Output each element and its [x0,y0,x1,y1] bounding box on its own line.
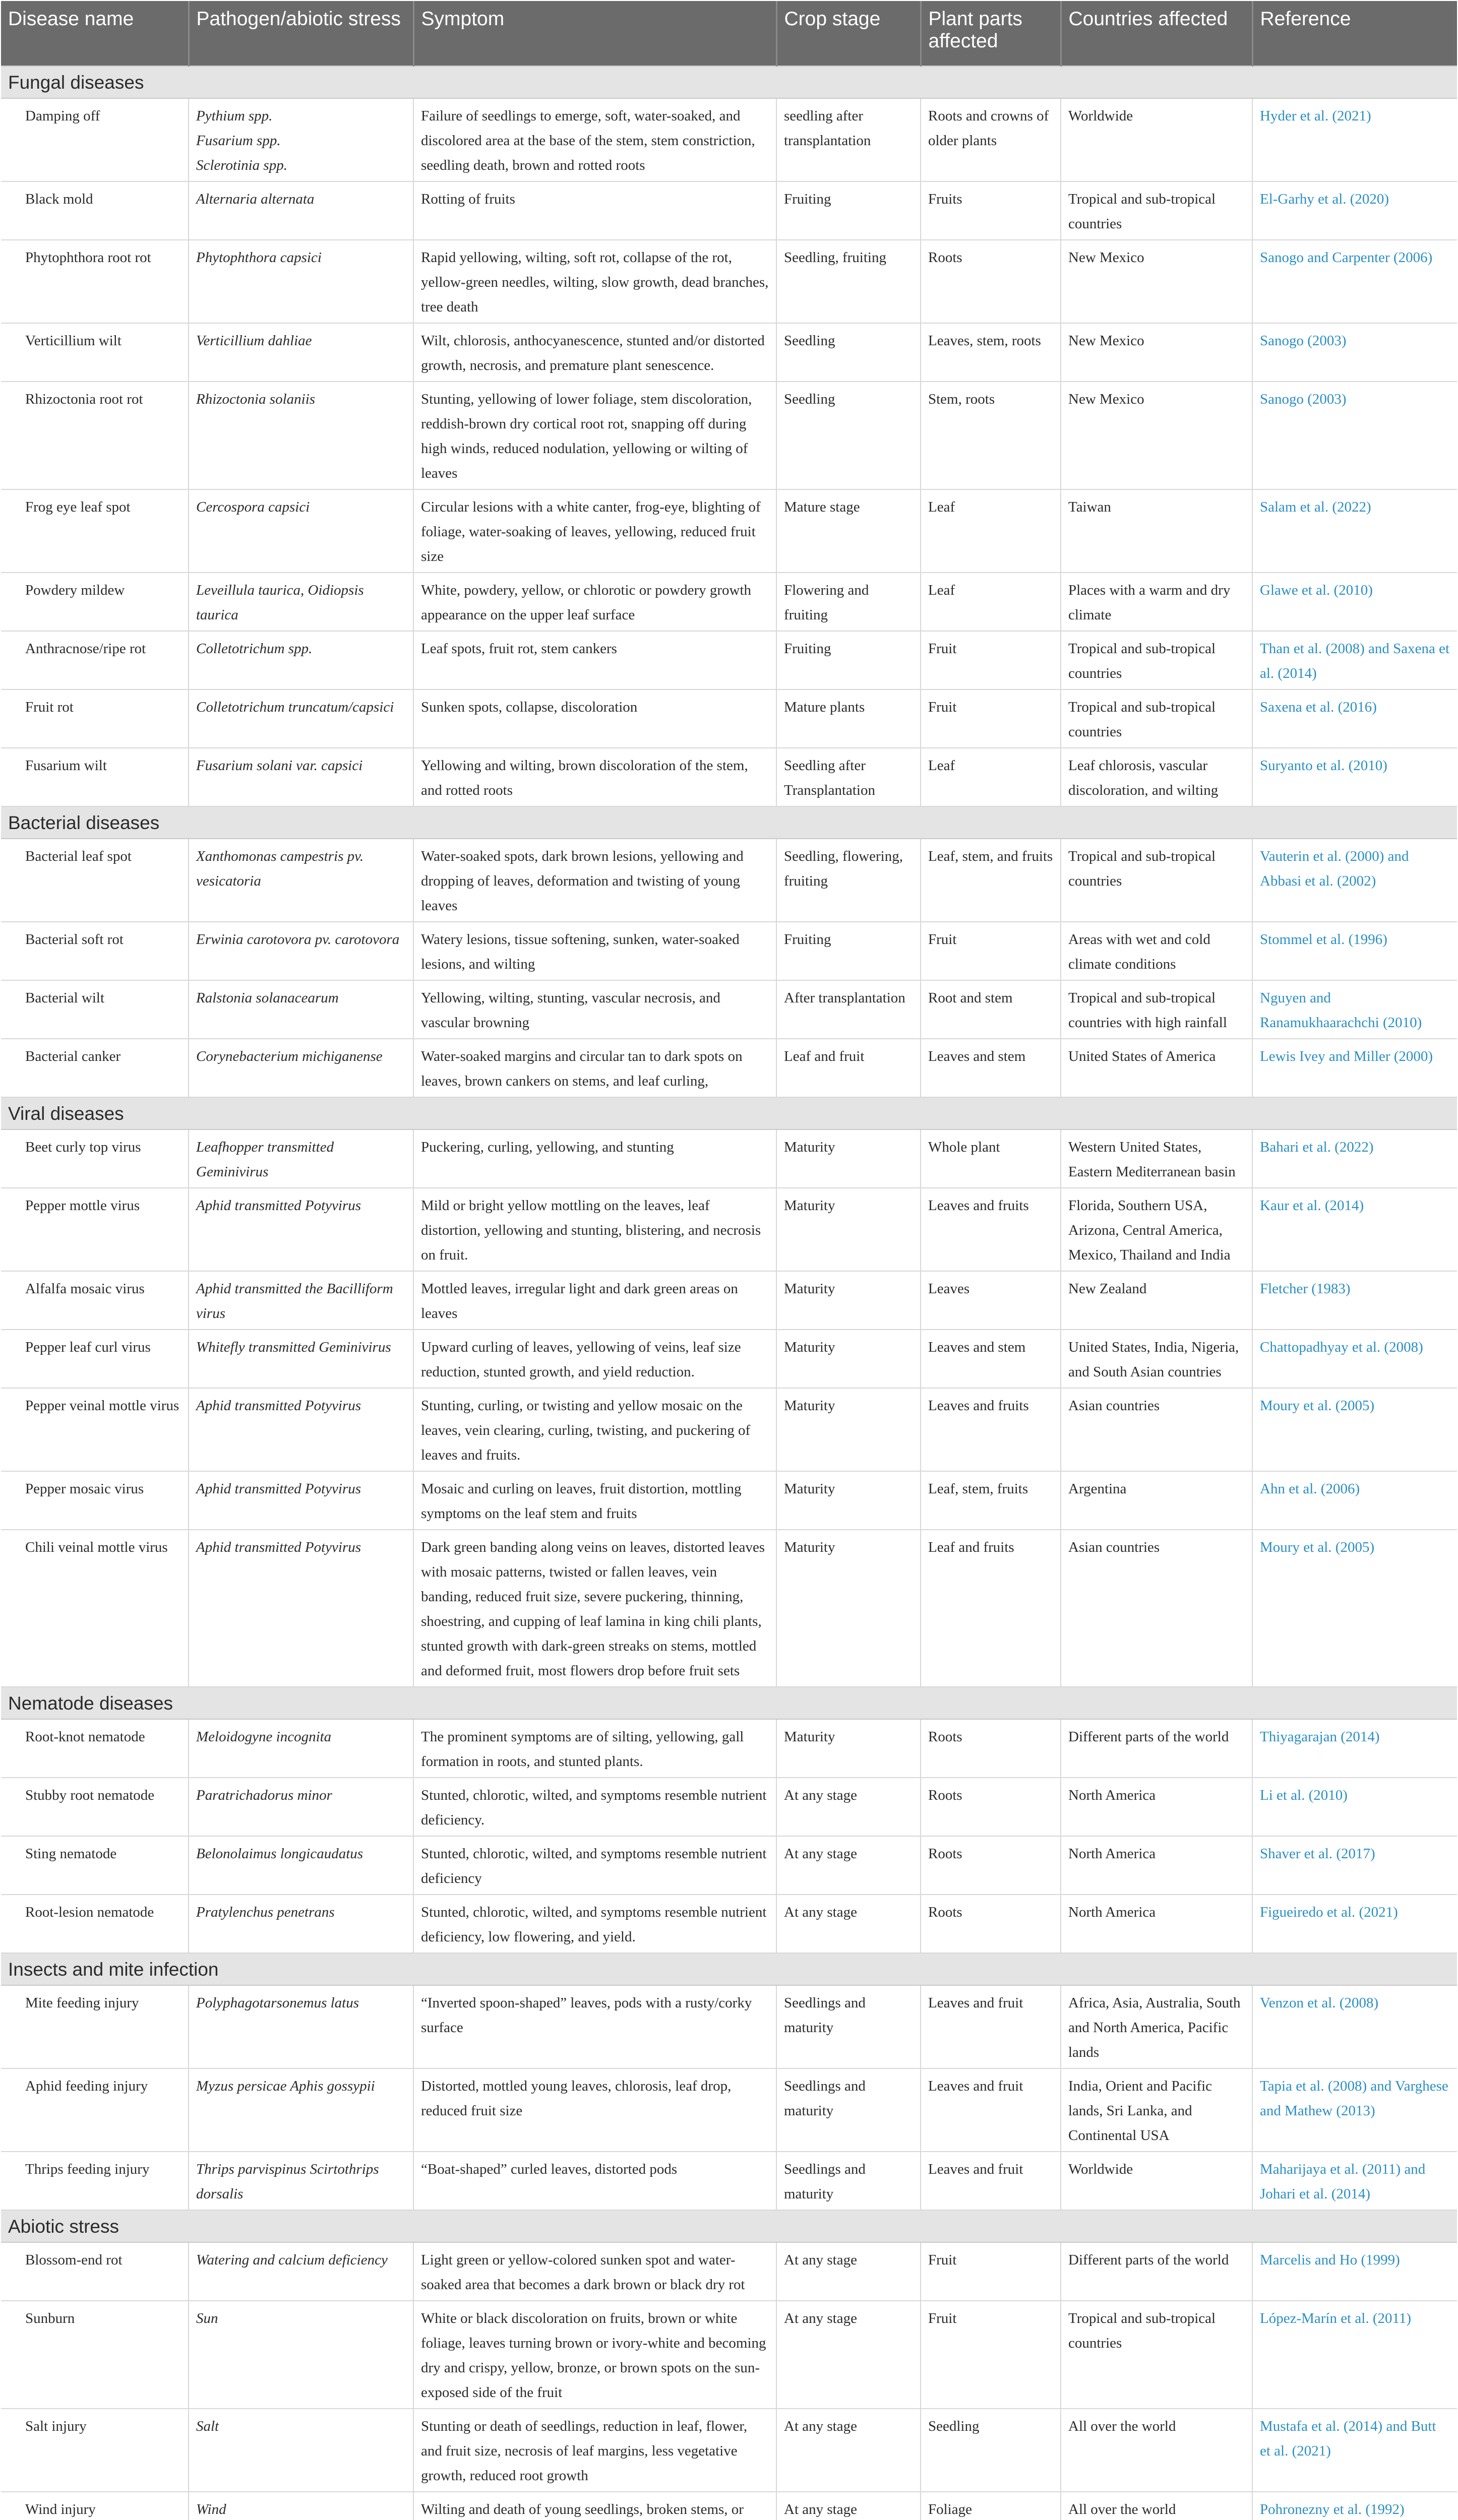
pathogen-cell: Aphid transmitted Potyvirus [189,1471,413,1530]
symptom-cell: Rotting of fruits [413,181,776,240]
pathogen-cell: Alternaria alternata [189,181,413,240]
disease-name-cell: Black mold [1,181,189,240]
table-row [1,631,1457,689]
column-header: Countries affected [1061,1,1252,66]
table-row [1,1895,1457,1953]
crop-stage-cell: Fruiting [776,631,921,689]
reference-link[interactable]: Suryanto et al. (2010) [1252,748,1457,806]
reference-link[interactable]: Marcelis and Ho (1999) [1252,2242,1457,2301]
reference-link[interactable]: Sanogo and Carpenter (2006) [1252,240,1457,323]
crop-stage-cell: Seedlings and maturity [776,2152,921,2210]
table-row [1,1188,1457,1271]
symptom-cell: Stunting or death of seedlings, reduction in leaf, flower, and fruit size, necrosis of leaf margins, less vegetative growth, reduced root growth [413,2409,776,2492]
countries-cell: New Mexico [1061,240,1252,323]
symptom-cell: Yellowing, wilting, stunting, vascular necrosis, and vascular browning [413,980,776,1039]
countries-cell: Tropical and sub-tropical countries [1061,839,1252,922]
crop-stage-cell: Seedlings and maturity [776,2068,921,2152]
disease-name-cell: Sting nematode [1,1836,189,1895]
table-row [1,1836,1457,1895]
pathogen-cell: Pratylenchus penetrans [189,1895,413,1953]
crop-stage-cell: At any stage [776,2301,921,2409]
crop-stage-cell: Fruiting [776,181,921,240]
reference-link[interactable]: Thiyagarajan (2014) [1252,1719,1457,1778]
table-row [1,323,1457,382]
plant-parts-cell: Fruit [921,2242,1061,2301]
countries-cell: Areas with wet and cold climate conditions [1061,922,1252,980]
column-header: Crop stage [776,1,921,66]
symptom-cell: Puckering, curling, yellowing, and stunting [413,1129,776,1188]
table-row [1,689,1457,748]
symptom-cell: White, powdery, yellow, or chlorotic or powdery growth appearance on the upper leaf surface [413,573,776,631]
table-row [1,1388,1457,1471]
table-row [1,1719,1457,1778]
countries-cell: Tropical and sub-tropical countries with high rainfall [1061,980,1252,1039]
table-row [1,1985,1457,2068]
table-row [1,2409,1457,2492]
reference-link[interactable]: Venzon et al. (2008) [1252,1985,1457,2068]
table-row [1,573,1457,631]
pathogen-cell: Watering and calcium deficiency [189,2242,413,2301]
symptom-cell: White or black discoloration on fruits, brown or white foliage, leaves turning brown or ivory-white and becoming dry and crispy, yellow, bronze, or brown spots on the sun-exposed side of the fruit [413,2301,776,2409]
disease-name-cell: Pepper leaf curl virus [1,1330,189,1388]
reference-link[interactable]: El-Garhy et al. (2020) [1252,181,1457,240]
reference-link[interactable]: Sanogo (2003) [1252,323,1457,382]
section-title: Viral diseases [1,1097,1457,1129]
plant-parts-cell: Leaves and stem [921,1039,1061,1097]
table-row [1,2242,1457,2301]
plant-parts-cell: Leaf [921,573,1061,631]
section-title: Insects and mite infection [1,1953,1457,1985]
pathogen-cell: Aphid transmitted Potyvirus [189,1188,413,1271]
symptom-cell: Watery lesions, tissue softening, sunken, water-soaked lesions, and wilting [413,922,776,980]
table-row [1,240,1457,323]
plant-parts-cell: Leaves and fruits [921,1188,1061,1271]
symptom-cell: Dark green banding along veins on leaves, distorted leaves with mosaic patterns, twisted or fallen leaves, vein banding, reduced fruit size, severe puckering, thinning, shoestring, and cupping of leaf lamina in king chili plants, stunted growth with dark-green streaks on stems, mottled and deformed fruit, most flowers drop before fruit sets [413,1530,776,1687]
disease-name-cell: Blossom-end rot [1,2242,189,2301]
reference-link[interactable]: Bahari et al. (2022) [1252,1129,1457,1188]
plant-parts-cell: Roots [921,1719,1061,1778]
crop-stage-cell: Seedling after Transplantation [776,748,921,806]
table-row [1,1129,1457,1188]
disease-name-cell: Bacterial soft rot [1,922,189,980]
table-row [1,1530,1457,1687]
crop-stage-cell: Seedling [776,382,921,489]
plant-parts-cell: Leaf, stem, and fruits [921,839,1061,922]
section-header-row [1,806,1457,839]
disease-table [1,1,1457,2520]
table-row [1,98,1457,181]
symptom-cell: Stunting, curling, or twisting and yellow mosaic on the leaves, vein clearing, curling, twisting, and puckering of leaves and fruits. [413,1388,776,1471]
reference-link[interactable]: Stommel et al. (1996) [1252,922,1457,980]
column-header: Symptom [413,1,776,66]
plant-parts-cell: Whole plant [921,1129,1061,1188]
symptom-cell: Stunted, chlorotic, wilted, and symptoms resemble nutrient deficiency, low flowering, and yield. [413,1895,776,1953]
reference-link[interactable]: Figueiredo et al. (2021) [1252,1895,1457,1953]
crop-stage-cell: Maturity [776,1129,921,1188]
countries-cell: Worldwide [1061,2152,1252,2210]
disease-name-cell: Fusarium wilt [1,748,189,806]
countries-cell: New Zealand [1061,1271,1252,1330]
symptom-cell: Wilt, chlorosis, anthocyanescence, stunted and/or distorted growth, necrosis, and premature plant senescence. [413,323,776,382]
table-row [1,2492,1457,2520]
pathogen-cell: Xanthomonas campestris pv. vesicatoria [189,839,413,922]
reference-link[interactable]: Shaver et al. (2017) [1252,1836,1457,1895]
crop-stage-cell: At any stage [776,1836,921,1895]
symptom-cell: Mosaic and curling on leaves, fruit distortion, mottling symptoms on the leaf stem and fruits [413,1471,776,1530]
plant-parts-cell: Roots [921,240,1061,323]
plant-parts-cell: Roots [921,1895,1061,1953]
plant-parts-cell: Leaves and stem [921,1330,1061,1388]
symptom-cell: Upward curling of leaves, yellowing of veins, leaf size reduction, stunted growth, and yield reduction. [413,1330,776,1388]
symptom-cell: Mottled leaves, irregular light and dark green areas on leaves [413,1271,776,1330]
symptom-cell: Stunted, chlorotic, wilted, and symptoms resemble nutrient deficiency. [413,1778,776,1836]
pathogen-cell: Verticillium dahliae [189,323,413,382]
plant-parts-cell: Fruit [921,631,1061,689]
table-row [1,382,1457,489]
countries-cell: Asian countries [1061,1388,1252,1471]
pathogen-cell: Aphid transmitted Potyvirus [189,1388,413,1471]
table-row [1,1778,1457,1836]
disease-name-cell: Beet curly top virus [1,1129,189,1188]
countries-cell: Taiwan [1061,489,1252,573]
crop-stage-cell: Seedling, fruiting [776,240,921,323]
crop-stage-cell: At any stage [776,2492,921,2520]
disease-name-cell: Alfalfa mosaic virus [1,1271,189,1330]
crop-stage-cell: Mature plants [776,689,921,748]
plant-parts-cell: Fruit [921,689,1061,748]
disease-name-cell: Phytophthora root rot [1,240,189,323]
plant-parts-cell: Fruits [921,181,1061,240]
table-row [1,839,1457,922]
countries-cell: Worldwide [1061,98,1252,181]
header-row [1,1,1457,66]
symptom-cell: Leaf spots, fruit rot, stem cankers [413,631,776,689]
column-header: Reference [1252,1,1457,66]
countries-cell: All over the world [1061,2492,1252,2520]
section-header-row [1,2210,1457,2242]
crop-stage-cell: At any stage [776,2409,921,2492]
reference-link[interactable]: Glawe et al. (2010) [1252,573,1457,631]
crop-stage-cell: Maturity [776,1388,921,1471]
reference-link[interactable]: Sanogo (2003) [1252,382,1457,489]
symptom-cell: “Inverted spoon-shaped” leaves, pods with a rusty/corky surface [413,1985,776,2068]
symptom-cell: Stunting, yellowing of lower foliage, stem discoloration, reddish-brown dry cortical root rot, snapping off during high winds, reduced nodulation, yellowing or wilting of leaves [413,382,776,489]
plant-parts-cell: Roots and crowns of older plants [921,98,1061,181]
disease-name-cell: Wind injury [1,2492,189,2520]
symptom-cell: Rapid yellowing, wilting, soft rot, collapse of the rot, yellow-green needles, wilting, slow growth, dead branches, tree death [413,240,776,323]
plant-parts-cell: Foliage [921,2492,1061,2520]
disease-name-cell: Salt injury [1,2409,189,2492]
pathogen-cell: Leafhopper transmitted Geminivirus [189,1129,413,1188]
reference-link[interactable]: Salam et al. (2022) [1252,489,1457,573]
disease-name-cell: Damping off [1,98,189,181]
plant-parts-cell: Leaves and fruits [921,1388,1061,1471]
countries-cell: New Mexico [1061,382,1252,489]
pathogen-cell: Aphid transmitted the Bacilliform virus [189,1271,413,1330]
column-header: Plant parts affected [921,1,1061,66]
pathogen-cell: Salt [189,2409,413,2492]
reference-link[interactable]: Moury et al. (2005) [1252,1388,1457,1471]
column-header: Disease name [1,1,189,66]
symptom-cell: Sunken spots, collapse, discoloration [413,689,776,748]
section-title: Nematode diseases [1,1687,1457,1719]
disease-name-cell: Aphid feeding injury [1,2068,189,2152]
pathogen-cell: Leveillula taurica, Oidiopsis taurica [189,573,413,631]
disease-name-cell: Pepper mottle virus [1,1188,189,1271]
countries-cell: Tropical and sub-tropical countries [1061,181,1252,240]
reference-link[interactable]: Tapia et al. (2008) and Varghese and Mathew (2013) [1252,2068,1457,2152]
pathogen-cell: Paratrichadorus minor [189,1778,413,1836]
table-row [1,2152,1457,2210]
symptom-cell: Water-soaked margins and circular tan to dark spots on leaves, brown cankers on stems, and leaf curling, [413,1039,776,1097]
table-row [1,1271,1457,1330]
plant-parts-cell: Leaf and fruits [921,1530,1061,1687]
countries-cell: Tropical and sub-tropical countries [1061,2301,1252,2409]
countries-cell: Different parts of the world [1061,1719,1252,1778]
table-row [1,489,1457,573]
table-row [1,748,1457,806]
disease-name-cell: Pepper mosaic virus [1,1471,189,1530]
disease-name-cell: Verticillium wilt [1,323,189,382]
symptom-cell: Stunted, chlorotic, wilted, and symptoms resemble nutrient deficiency [413,1836,776,1895]
table-row [1,2301,1457,2409]
symptom-cell: Water-soaked spots, dark brown lesions, yellowing and dropping of leaves, deformation and twisting of young leaves [413,839,776,922]
crop-stage-cell: Maturity [776,1719,921,1778]
reference-link[interactable]: Lewis Ivey and Miller (2000) [1252,1039,1457,1097]
countries-cell: Asian countries [1061,1530,1252,1687]
pathogen-cell: Phytophthora capsici [189,240,413,323]
symptom-cell: Wilting and death of young seedlings, broken stems, or [413,2492,776,2520]
reference-link[interactable]: Fletcher (1983) [1252,1271,1457,1330]
reference-link[interactable]: Vauterin et al. (2000) and Abbasi et al. (2002) [1252,839,1457,922]
disease-name-cell: Fruit rot [1,689,189,748]
countries-cell: India, Orient and Pacific lands, Sri Lanka, and Continental USA [1061,2068,1252,2152]
pathogen-cell: Thrips parvispinus Scirtothrips dorsalis [189,2152,413,2210]
plant-parts-cell: Leaf [921,489,1061,573]
reference-link[interactable]: Ahn et al. (2006) [1252,1471,1457,1530]
disease-name-cell: Bacterial canker [1,1039,189,1097]
countries-cell: North America [1061,1895,1252,1953]
reference-link[interactable]: Mustafa et al. (2014) and Butt et al. (2021) [1252,2409,1457,2492]
crop-stage-cell: At any stage [776,1778,921,1836]
disease-name-cell: Chili veinal mottle virus [1,1530,189,1687]
section-title: Fungal diseases [1,66,1457,98]
countries-cell: All over the world [1061,2409,1252,2492]
table-row [1,1330,1457,1388]
section-title: Abiotic stress [1,2210,1457,2242]
disease-name-cell: Bacterial leaf spot [1,839,189,922]
countries-cell: Places with a warm and dry climate [1061,573,1252,631]
pathogen-cell: Ralstonia solanacearum [189,980,413,1039]
disease-name-cell: Mite feeding injury [1,1985,189,2068]
crop-stage-cell: Seedling, flowering, fruiting [776,839,921,922]
reference-link[interactable]: Li et al. (2010) [1252,1778,1457,1836]
plant-parts-cell: Roots [921,1778,1061,1836]
disease-name-cell: Rhizoctonia root rot [1,382,189,489]
table-row [1,922,1457,980]
pathogen-cell: Aphid transmitted Potyvirus [189,1530,413,1687]
table-row [1,2068,1457,2152]
reference-link[interactable]: Than et al. (2008) and Saxena et al. (2014) [1252,631,1457,689]
countries-cell: Argentina [1061,1471,1252,1530]
disease-name-cell: Sunburn [1,2301,189,2409]
pathogen-cell: Polyphagotarsonemus latus [189,1985,413,2068]
disease-name-cell: Thrips feeding injury [1,2152,189,2210]
section-title: Bacterial diseases [1,806,1457,839]
disease-name-cell: Bacterial wilt [1,980,189,1039]
plant-parts-cell: Leaf, stem, fruits [921,1471,1061,1530]
crop-stage-cell: Seedlings and maturity [776,1985,921,2068]
symptom-cell: Yellowing and wilting, brown discoloration of the stem, and rotted roots [413,748,776,806]
section-header-row [1,1687,1457,1719]
table-row [1,181,1457,240]
reference-link[interactable]: Saxena et al. (2016) [1252,689,1457,748]
plant-parts-cell: Leaves [921,1271,1061,1330]
plant-parts-cell: Fruit [921,2301,1061,2409]
crop-stage-cell: At any stage [776,1895,921,1953]
symptom-cell: Distorted, mottled young leaves, chlorosis, leaf drop, reduced fruit size [413,2068,776,2152]
plant-parts-cell: Fruit [921,922,1061,980]
reference-link[interactable]: Maharijaya et al. (2011) and Johari et al. (2014) [1252,2152,1457,2210]
countries-cell: Africa, Asia, Australia, South and North America, Pacific lands [1061,1985,1252,2068]
plant-parts-cell: Leaf [921,748,1061,806]
disease-name-cell: Anthracnose/ripe rot [1,631,189,689]
plant-parts-cell: Stem, roots [921,382,1061,489]
disease-name-cell: Powdery mildew [1,573,189,631]
disease-name-cell: Root-knot nematode [1,1719,189,1778]
table-row [1,1039,1457,1097]
disease-name-cell: Stubby root nematode [1,1778,189,1836]
disease-name-cell: Frog eye leaf spot [1,489,189,573]
section-header-row [1,1097,1457,1129]
pathogen-cell: Pythium spp. Fusarium spp. Sclerotinia spp. [189,98,413,181]
crop-stage-cell: Maturity [776,1188,921,1271]
countries-cell: Leaf chlorosis, vascular discoloration, and wilting [1061,748,1252,806]
symptom-cell: Circular lesions with a white canter, frog-eye, blighting of foliage, water-soaking of leaves, yellowing, reduced fruit size [413,489,776,573]
countries-cell: United States, India, Nigeria, and South Asian countries [1061,1330,1252,1388]
table-row [1,1471,1457,1530]
crop-stage-cell: seedling after transplantation [776,98,921,181]
reference-link[interactable]: Nguyen and Ranamukhaarachchi (2010) [1252,980,1457,1039]
pathogen-cell: Myzus persicae Aphis gossypii [189,2068,413,2152]
crop-stage-cell: Leaf and fruit [776,1039,921,1097]
pathogen-cell: Erwinia carotovora pv. carotovora [189,922,413,980]
reference-link[interactable]: Kaur et al. (2014) [1252,1188,1457,1271]
symptom-cell: “Boat-shaped” curled leaves, distorted pods [413,2152,776,2210]
crop-stage-cell: Seedling [776,323,921,382]
pathogen-cell: Cercospora capsici [189,489,413,573]
countries-cell: Western United States, Eastern Mediterranean basin [1061,1129,1252,1188]
crop-stage-cell: Flowering and fruiting [776,573,921,631]
table-row [1,980,1457,1039]
column-header: Pathogen/abiotic stress [189,1,413,66]
reference-link[interactable]: Pohronezny et al. (1992) [1252,2492,1457,2520]
plant-parts-cell: Leaves and fruit [921,2068,1061,2152]
crop-stage-cell: Maturity [776,1471,921,1530]
pathogen-cell: Colletotrichum spp. [189,631,413,689]
plant-parts-cell: Leaves and fruit [921,2152,1061,2210]
countries-cell: North America [1061,1778,1252,1836]
plant-parts-cell: Roots [921,1836,1061,1895]
symptom-cell: The prominent symptoms are of silting, yellowing, gall formation in roots, and stunted plants. [413,1719,776,1778]
pathogen-cell: Sun [189,2301,413,2409]
symptom-cell: Mild or bright yellow mottling on the leaves, leaf distortion, yellowing and stunting, blistering, and necrosis on fruit. [413,1188,776,1271]
countries-cell: Tropical and sub-tropical countries [1061,689,1252,748]
symptom-cell: Light green or yellow-colored sunken spot and water-soaked area that becomes a dark brown or black dry rot [413,2242,776,2301]
reference-link[interactable]: Hyder et al. (2021) [1252,98,1457,181]
countries-cell: North America [1061,1836,1252,1895]
countries-cell: Florida, Southern USA, Arizona, Central America, Mexico, Thailand and India [1061,1188,1252,1271]
crop-stage-cell: Maturity [776,1330,921,1388]
reference-link[interactable]: Moury et al. (2005) [1252,1530,1457,1687]
disease-name-cell: Root-lesion nematode [1,1895,189,1953]
countries-cell: New Mexico [1061,323,1252,382]
reference-link[interactable]: López-Marín et al. (2011) [1252,2301,1457,2409]
crop-stage-cell: After transplantation [776,980,921,1039]
section-header-row [1,1953,1457,1985]
crop-stage-cell: Fruiting [776,922,921,980]
plant-parts-cell: Seedling [921,2409,1061,2492]
section-header-row [1,66,1457,98]
countries-cell: Different parts of the world [1061,2242,1252,2301]
pathogen-cell: Rhizoctonia solaniis [189,382,413,489]
pathogen-cell: Whitefly transmitted Geminivirus [189,1330,413,1388]
pathogen-cell: Belonolaimus longicaudatus [189,1836,413,1895]
crop-stage-cell: At any stage [776,2242,921,2301]
crop-stage-cell: Maturity [776,1271,921,1330]
pathogen-cell: Colletotrichum truncatum/capsici [189,689,413,748]
pathogen-cell: Corynebacterium michiganense [189,1039,413,1097]
plant-parts-cell: Root and stem [921,980,1061,1039]
symptom-cell: Failure of seedlings to emerge, soft, water-soaked, and discolored area at the base of the stem, stem constriction, seedling death, brown and rotted roots [413,98,776,181]
countries-cell: Tropical and sub-tropical countries [1061,631,1252,689]
plant-parts-cell: Leaves and fruit [921,1985,1061,2068]
plant-parts-cell: Leaves, stem, roots [921,323,1061,382]
pathogen-cell: Meloidogyne incognita [189,1719,413,1778]
countries-cell: United States of America [1061,1039,1252,1097]
reference-link[interactable]: Chattopadhyay et al. (2008) [1252,1330,1457,1388]
disease-name-cell: Pepper veinal mottle virus [1,1388,189,1471]
crop-stage-cell: Mature stage [776,489,921,573]
crop-stage-cell: Maturity [776,1530,921,1687]
pathogen-cell: Wind [189,2492,413,2520]
pathogen-cell: Fusarium solani var. capsici [189,748,413,806]
